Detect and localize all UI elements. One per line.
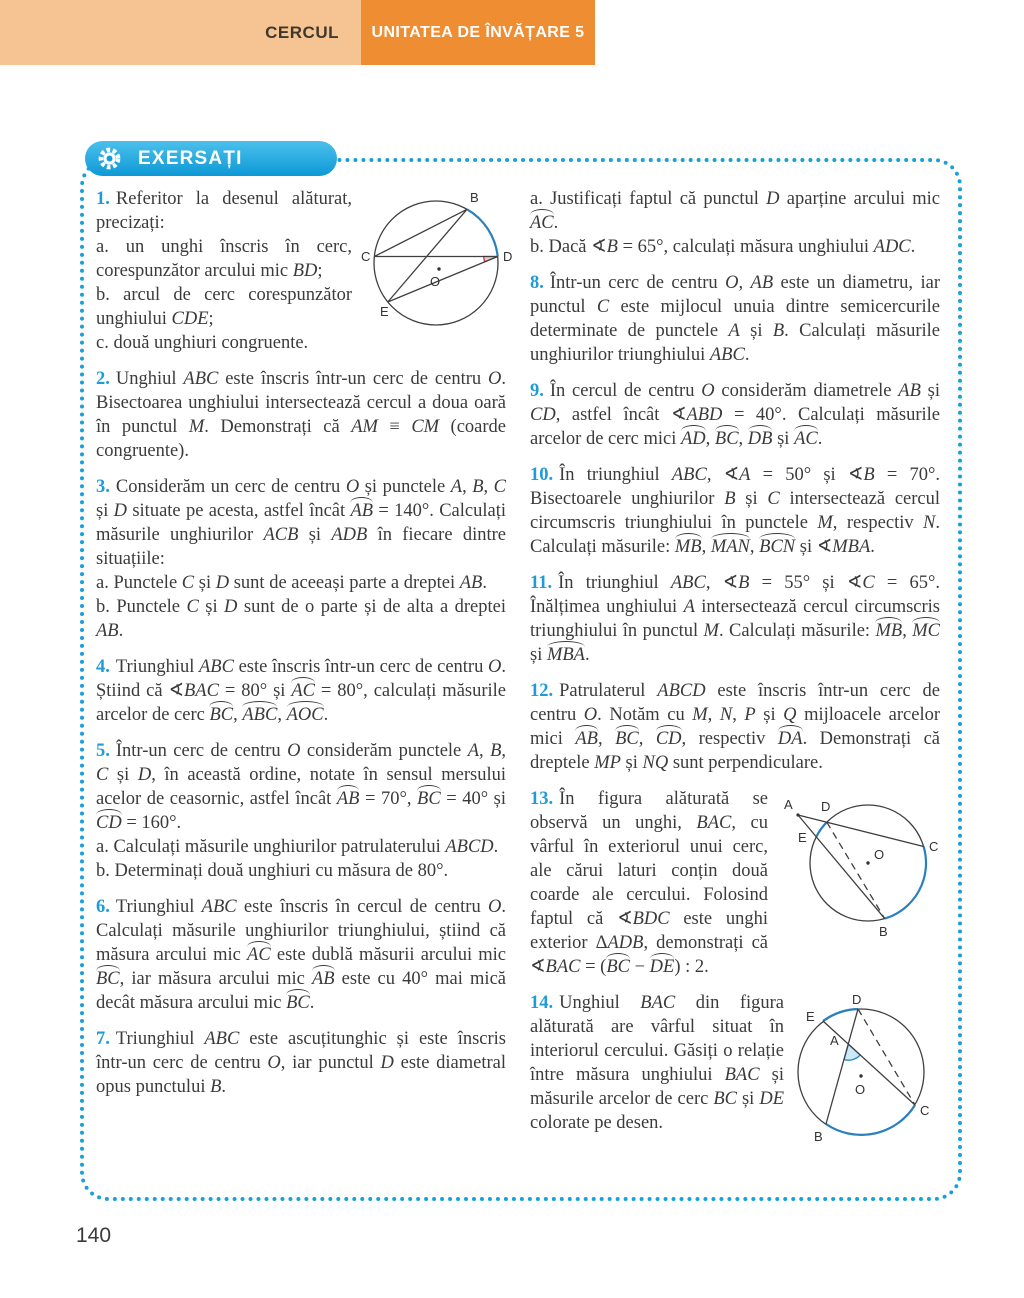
exercise-7	[96, 1027, 506, 1099]
exercise-number: 1.	[96, 189, 110, 209]
exercise-number: 8.	[530, 273, 544, 293]
exercise-paragraph	[530, 271, 940, 367]
exercise-paragraph: a. un unghi înscris în cerc, corespunzător arcului mic BD;	[96, 237, 352, 281]
header-section-area	[0, 0, 361, 65]
point-label-D: D	[503, 249, 512, 264]
exercise-paragraph	[96, 1027, 506, 1099]
center-dot	[437, 267, 440, 270]
point-label-O: O	[874, 847, 885, 862]
point-label-O: O	[430, 274, 441, 289]
exercise-number: 14.	[530, 993, 554, 1013]
exercise-number: 6.	[96, 897, 110, 917]
exercise-7-continuation	[530, 187, 940, 259]
exercises-title: EXERSAȚI	[138, 147, 243, 169]
exercise-10	[530, 463, 940, 559]
exercise-paragraph: a. Punctele C și D sunt de aceeași parte a dreptei AB.	[96, 573, 487, 593]
center-dot	[859, 1074, 862, 1077]
exercise-number: 4.	[96, 657, 110, 677]
point-label-A: A	[830, 1033, 839, 1048]
exercise-paragraph: b. Punctele C și D sunt de o parte și de alta a dreptei AB.	[96, 597, 507, 641]
exercise-text: În triunghiul ABC, ∢A = 50° și ∢B = 70°. Bisectoarele unghiurilor B și C intersectează cercul circumscris triunghiului în punctele M, respectiv N. Calculați măsurile: MB, MAN, BCN și ∢MBA.	[530, 465, 941, 557]
exercise-text: Patrulaterul ABCD este înscris într-un cerc de centru O. Notăm cu M, N, P și Q mijloacele arcelor mici AB, BC, CD, respectiv DA. Demonstrați că dreptele MP și NQ sunt perpendiculare.	[530, 681, 941, 773]
point-label-O: O	[855, 1082, 866, 1097]
exercise-paragraph	[96, 895, 506, 1015]
point-label-C: C	[361, 249, 371, 264]
page-number: 140	[76, 1224, 112, 1247]
segment-DC-dashed	[858, 1009, 915, 1105]
exercise-5	[96, 739, 506, 883]
exercise-text: Într-un cerc de centru O, AB este un diametru, iar punctul C este mijlocul unuia dintre semicercurile determinate de punctele A și B. Calculați măsurile unghiurilor triunghiului ABC.	[530, 273, 941, 365]
arc-ED-blue	[823, 1009, 858, 1021]
point-label-B: B	[814, 1129, 823, 1144]
exercise-2	[96, 367, 506, 463]
exercise-number: 9.	[530, 381, 544, 401]
point-label-E: E	[798, 830, 807, 845]
exercise-6	[96, 895, 506, 1015]
exercise-3	[96, 475, 506, 643]
exercise-paragraph	[96, 739, 506, 835]
point-label-E: E	[380, 304, 389, 319]
exercise-11	[530, 571, 940, 667]
exercise-1	[96, 187, 512, 355]
gear-icon	[97, 146, 122, 171]
exercise-text: Unghiul ABC este înscris într-un cerc de centru O. Bisectoarea unghiului intersectează cercul a doua oară în punctul M. Demonstrați că AM ≡ CM (coarde congruente).	[96, 369, 506, 461]
exercise-paragraph: a. Justificați faptul că punctul D aparține arcului mic AC.	[530, 189, 940, 233]
exercise-number: 5.	[96, 741, 110, 761]
two-column-layout	[84, 162, 958, 1197]
vertex-A-dot	[796, 813, 799, 816]
exercise-text: Considerăm un cerc de centru O și punctele A, B, C și D situate pe acesta, astfel încât AB = 140°. Calculați măsurile unghiurilor ACB și ADB în fiecare dintre situațiile:	[96, 477, 506, 569]
point-label-B: B	[879, 924, 888, 939]
figure-exercise-1	[360, 185, 512, 335]
exercise-12	[530, 679, 940, 775]
exercise-number: 10.	[530, 465, 554, 485]
center-dot	[866, 861, 869, 864]
exercise-text: În cercul de centru O considerăm diametrele AB și CD, astfel încât ∢ABD = 40°. Calculați măsurile arcelor de cerc mici AD, BC, DB și AC.	[530, 381, 941, 449]
exercise-paragraph	[530, 379, 940, 451]
page-header	[0, 0, 595, 65]
point-label-E: E	[806, 1009, 815, 1024]
figure-exercise-13	[778, 787, 946, 945]
exercise-number: 11.	[530, 573, 553, 593]
exercise-text: În figura alăturată se observă un unghi, BAC, cu vârful în exteriorul unui cerc, ale cărui laturi conțin două coarde ale cercului. Folosind faptul că ∢BDC este unghi exterior ΔADB, demonstrați că ∢BAC = (BC − DE) : 2.	[530, 789, 769, 977]
arc-BC-blue	[826, 1105, 915, 1135]
exercise-text: Triunghiul ABC este înscris în cercul de centru O. Calculați măsurile unghiurilor triunghiului, știind că măsura arcului mic AC este dublă măsurii arcului mic BC, iar măsura arcului mic AB este cu 40° mai mică decât măsura arcului mic BC.	[96, 897, 506, 1013]
exercise-text: Referitor la desenul alăturat, precizați:	[96, 189, 352, 233]
arc-BD-blue	[467, 209, 498, 256]
arc-DE-blue	[816, 822, 827, 837]
exercise-13	[530, 787, 940, 979]
exercise-number: 12.	[530, 681, 554, 701]
exercise-number: 2.	[96, 369, 110, 389]
exercise-text: Triunghiul ABC este ascuțitunghic și este înscris într-un cerc de centru O, iar punctul D este diametral opus punctului B.	[96, 1029, 506, 1097]
unit-banner	[361, 0, 595, 65]
point-label-D: D	[852, 992, 862, 1007]
exercise-paragraph: b. arcul de cerc corespunzător unghiului CDE;	[96, 285, 352, 329]
point-label-C: C	[929, 839, 939, 854]
exercise-14	[530, 991, 940, 1144]
exercise-paragraph	[530, 679, 940, 775]
figure-exercise-14	[794, 991, 946, 1163]
exercise-paragraph	[530, 463, 940, 559]
exercise-paragraph: b. Determinați două unghiuri cu măsura de 80°.	[96, 861, 449, 881]
point-label-D: D	[821, 799, 831, 814]
arc-CB-blue	[885, 847, 926, 919]
exercise-paragraph: b. Dacă ∢B = 65°, calculați măsura unghiului ADC.	[530, 237, 916, 257]
right-column	[530, 187, 940, 1197]
exercise-9	[530, 379, 940, 451]
exercise-4	[96, 655, 506, 727]
exercises-header-pill	[85, 141, 337, 176]
exercise-paragraph	[96, 475, 506, 571]
exercise-number: 3.	[96, 477, 110, 497]
exercise-number: 7.	[96, 1029, 110, 1049]
exercise-text: Triunghiul ABC este înscris într-un cerc de centru O. Știind că ∢BAC = 80° și AC = 80°, calculați măsurile arcelor de cerc BC, ABC, AOC.	[96, 657, 507, 725]
point-label-B: B	[470, 190, 479, 205]
left-column	[96, 187, 512, 1197]
chapter-title: CERCUL	[265, 22, 339, 42]
exercise-paragraph	[96, 367, 506, 463]
exercise-number: 13.	[530, 789, 554, 809]
exercise-8	[530, 271, 940, 367]
exercise-paragraph: a. Calculați măsurile unghiurilor patrulaterului ABCD.	[96, 837, 499, 857]
point-label-C: C	[920, 1103, 930, 1118]
point-label-A: A	[784, 797, 793, 812]
segment-DB-dashed	[827, 822, 885, 918]
exercise-paragraph: c. două unghiuri congruente.	[96, 333, 309, 353]
exercises-box	[80, 158, 962, 1201]
exercise-paragraph	[530, 571, 940, 667]
exercise-text: Unghiul BAC din figura alăturată are vârful situat în interiorul cercului. Găsiți o relație între măsura unghiului BAC și măsurile arcelor de cerc BC și DE colorate pe desen.	[530, 993, 785, 1133]
unit-title: UNITATEA DE ÎNVĂȚARE 5	[371, 23, 585, 41]
exercise-paragraph	[96, 655, 506, 727]
exercise-text: În triunghiul ABC, ∢B = 55° și ∢C = 65°. Înălțimea unghiului A intersectează cercul circumscris triunghiului în punctul M. Calculați măsurile: MB, MC și MBA.	[530, 573, 941, 665]
exercise-text: Într-un cerc de centru O considerăm punctele A, B, C și D, în această ordine, notate în sensul mersului acelor de ceasornic, astfel încât AB = 70°, BC = 40° și CD = 160°.	[96, 741, 507, 833]
